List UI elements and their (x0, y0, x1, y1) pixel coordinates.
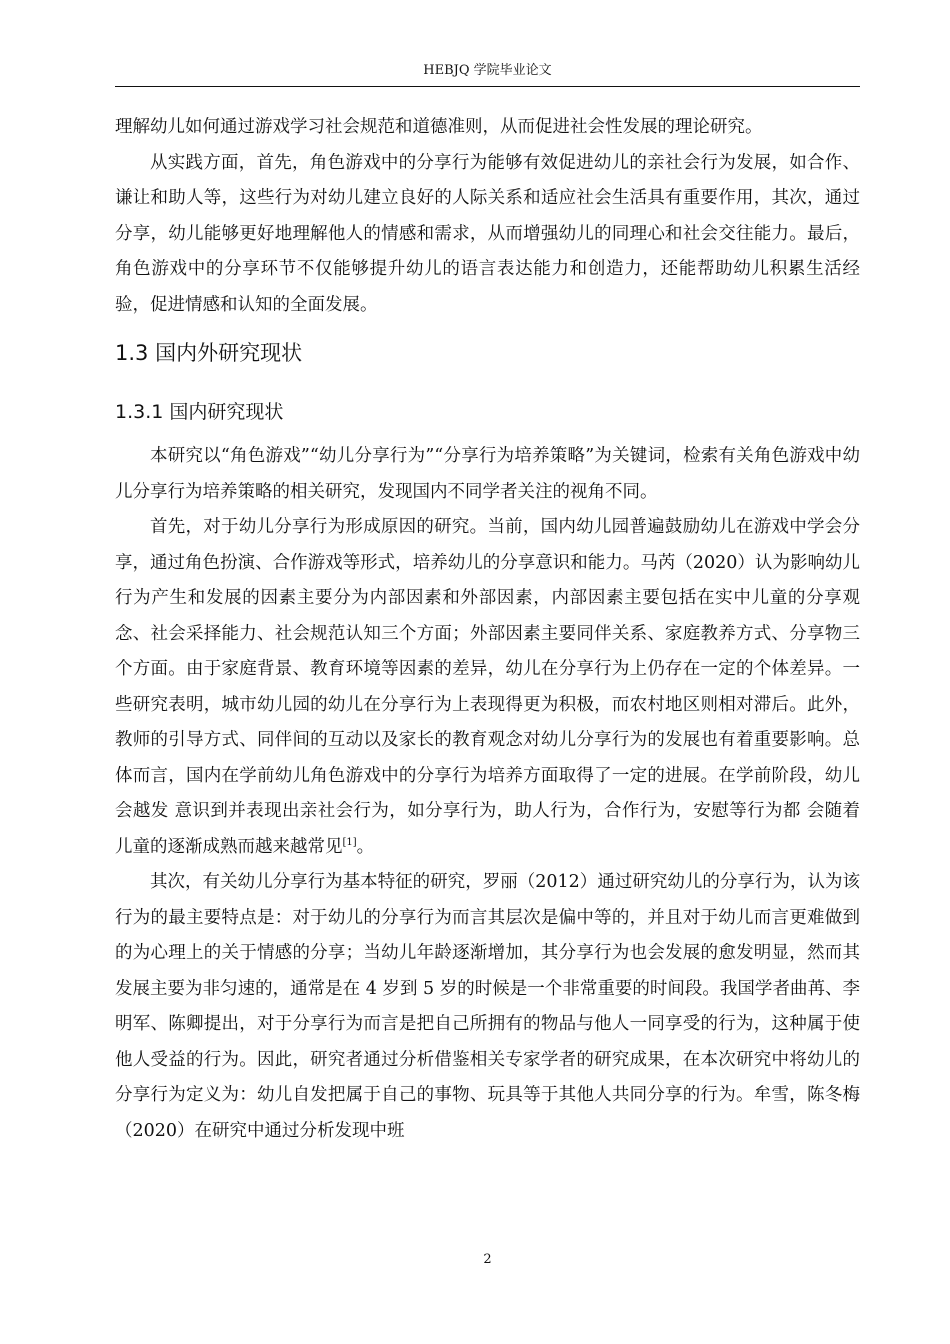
subsection-heading: 1.3.1 国内研究现状 (115, 401, 284, 423)
paragraph-causes-text: 首先，对于幼儿分享行为形成原因的研究。当前，国内幼儿园普遍鼓励幼儿在游戏中学会分享，通过角色扮演、合作游戏等形式，培养幼儿的分享意识和能力。马芮（2020）认为影响幼儿行为产生和发展的因素主要分为内部因素和外部因素，内部因素主要包括在实中儿童的分享观念、社会采择能力、社会规范认知三个方面；外部因素主要同伴关系、家庭教养方式、分享物三个方面。由于家庭背景、教育环境等因素的差异，幼儿在分享行为上仍存在一定的个体差异。一些研究表明，城市幼儿园的幼儿在分享行为上表现得更为积极，而农村地区则相对滞后。此外，教师的引导方式、同伴间的互动以及家长的教育观念对幼儿分享行为的发展也有着重要影响。总体而言，国内在学前幼儿角色游戏中的分享行为培养方面取得了一定的进展。在学前阶段，幼儿会越发 意识到并表现出亲社会行为，如分享行为，助人行为，合作行为，安慰等行为都 会随着儿童的逐渐成熟而越来越常见 (115, 517, 860, 857)
paragraph-continued: 理解幼儿如何通过游戏学习社会规范和道德准则，从而促进社会性发展的理论研究。 (115, 117, 763, 137)
header-rule (115, 86, 860, 87)
section-heading: 1.3 国内外研究现状 (115, 341, 303, 365)
paragraph-practice: 从实践方面，首先，角色游戏中的分享行为能够有效促进幼儿的亲社会行为发展，如合作、谦让和助人等，这些行为对幼儿建立良好的人际关系和适应社会生活具有重要作用，其次，通过分享，幼儿能够更好地理解他人的情感和需求，从而增强幼儿的同理心和社会交往能力。最后，角色游戏中的分享环节不仅能够提升幼儿的语言表达能力和创造力，还能帮助幼儿积累生活经验，促进情感和认知的全面发展。 (115, 152, 860, 315)
citation-ref[interactable]: [1] (342, 836, 357, 848)
page-body (115, 110, 860, 1149)
paragraph-causes (115, 510, 860, 865)
paragraph-causes-end: 。 (356, 836, 375, 857)
page-number: 2 (483, 1252, 492, 1267)
running-header: HEBJQ 学院毕业论文 (423, 63, 552, 78)
paragraph-keywords: 本研究以“角色游戏”“幼儿分享行为”“分享行为培养策略”为关键词，检索有关角色游戏中幼儿分享行为培养策略的相关研究，发现国内不同学者关注的视角不同。 (115, 446, 860, 502)
paragraph-features: 其次，有关幼儿分享行为基本特征的研究，罗丽（2012）通过研究幼儿的分享行为，认为该行为的最主要特点是：对于幼儿的分享行为而言其层次是偏中等的，并且对于幼儿而言更难做到的为心理上的关于情感的分享；当幼儿年龄逐渐增加，其分享行为也会发展的愈发明显，然而其发展主要为非匀速的，通常是在 4 岁到 5 岁的时候是一个非常重要的时间段。我国学者曲苒、李明军、陈卿提出，对于分享行为而言是把自己所拥有的物品与他人一同享受的行为，这种属于使他人受益的行为。因此，研究者通过分析借鉴相关专家学者的研究成果，在本次研究中将幼儿的分享行为定义为：幼儿自发把属于自己的事物、玩具等于其他人共同分享的行为。牟雪，陈冬梅（2020）在研究中通过分析发现中班 (115, 872, 860, 1141)
